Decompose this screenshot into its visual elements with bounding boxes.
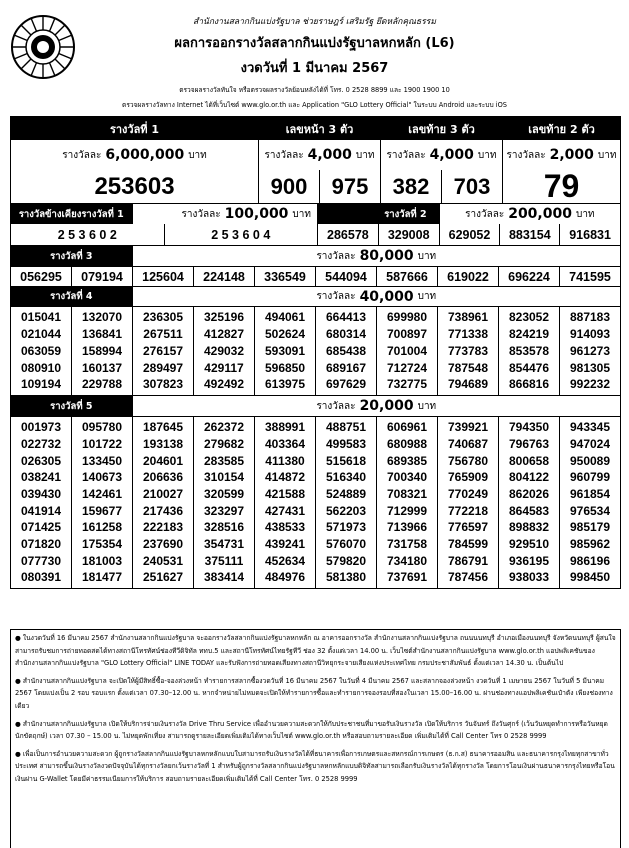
fourth-prize-number: 325196 bbox=[203, 310, 245, 325]
fourth-prize-number: 109194 bbox=[20, 377, 62, 392]
amount-prefix: รางวัลละ bbox=[264, 149, 304, 161]
fifth-prize-number: 488751 bbox=[325, 420, 367, 435]
fifth-prize-number: 411380 bbox=[265, 453, 305, 468]
fourth-prize-number: 854476 bbox=[508, 360, 550, 375]
amount-unit: บาท bbox=[597, 149, 617, 161]
fifth-prize-number: 739921 bbox=[447, 420, 489, 435]
amount-prefix: รางวัลละ bbox=[465, 208, 505, 220]
third-prize-amount bbox=[133, 246, 620, 266]
fifth-prize-number: 898832 bbox=[508, 520, 550, 535]
fifth-prize-number: 713966 bbox=[386, 520, 428, 535]
fifth-prize-number: 438533 bbox=[264, 520, 306, 535]
first-prize-label: รางวัลที่ 1 bbox=[11, 117, 259, 140]
fourth-prize-column bbox=[133, 307, 194, 395]
fifth-prize-number: 562203 bbox=[325, 503, 367, 518]
fourth-prize-number: 664413 bbox=[325, 310, 367, 325]
note-item bbox=[15, 675, 616, 713]
fifth-prize-number: 237690 bbox=[142, 536, 184, 551]
bullet-icon: ● bbox=[15, 749, 21, 758]
fourth-prize-number: 136841 bbox=[81, 326, 123, 341]
fifth-prize-number: 756780 bbox=[447, 453, 489, 468]
fifth-prize-number: 181003 bbox=[81, 553, 123, 568]
fifth-prize-number: 452634 bbox=[264, 553, 306, 568]
fifth-prize-number: 784599 bbox=[447, 536, 489, 551]
fifth-prize-number: 770249 bbox=[447, 486, 489, 501]
amount-prefix: รางวัลละ bbox=[62, 149, 102, 161]
fifth-prize-number: 323297 bbox=[203, 503, 245, 518]
amount-value: 2,000 bbox=[549, 147, 594, 163]
fifth-prize-number: 328516 bbox=[203, 520, 245, 535]
fifth-prize-number: 001973 bbox=[20, 420, 62, 435]
amount-value: 4,000 bbox=[307, 147, 352, 163]
fifth-prize-number: 080391 bbox=[20, 570, 62, 585]
fifth-prize-number: 581380 bbox=[325, 570, 367, 585]
fourth-prize-column bbox=[560, 307, 620, 395]
front3-number-1: 900 bbox=[259, 170, 320, 203]
fourth-prize-number: 307823 bbox=[142, 377, 184, 392]
fourth-prize-number: 697629 bbox=[325, 377, 367, 392]
amount-value: 40,000 bbox=[359, 288, 414, 305]
fifth-prize-number: 576070 bbox=[325, 536, 367, 551]
fourth-prize-number: 021044 bbox=[20, 326, 62, 341]
top-prize-amount-row bbox=[10, 140, 621, 170]
fifth-prize-number: 796763 bbox=[508, 436, 550, 451]
fifth-prize-number: 772218 bbox=[447, 503, 489, 518]
fourth-prize-number: 981305 bbox=[569, 360, 611, 375]
fifth-prize-number: 101722 bbox=[81, 436, 123, 451]
fourth-prize-number: 132070 bbox=[81, 310, 123, 325]
fourth-prize-number: 961273 bbox=[569, 343, 611, 358]
fifth-prize-number: 950089 bbox=[569, 453, 611, 468]
fifth-prize-number: 022732 bbox=[20, 436, 62, 451]
note-text: ในงวดวันที่ 16 มีนาคม 2567 สำนักงานสลากกินแบ่งรัฐบาล จะออกรางวัลสลากกินแบ่งรัฐบาลหกหลัก ณ อาคารออกรางวัล สำนักงานสลากกินแบ่งรัฐบาล ถนนนนทบุรี อำเภอเมืองนนทบุรี จังหวัดนนทบุรี ผู้สนใจสามารถรับชมการถ่ายทอดสดได้ทางสถานีโทรทัศน์ช่องทีวีดิจิทัล ททบ.5 และสถานีโทรทัศน์ไทยรัฐทีวี ช่อง 32 ตั้งแต่เวลา 14.00 น. เว็บไซต์สำนักงานสลากกินแบ่งรัฐบาล www.glo.or.th แอปพลิเคชันของสำนักงานสลากกินแบ่งรัฐบาล "GLO Lottery Official" LINE TODAY และรับฟังการถ่ายทอดเสียงทางสถานีวิทยุกระจายเสียงแห่งประเทศไทย กรมประชาสัมพันธ์ ตั้งแต่เวลา 14.30 น. เป็นต้นไป bbox=[15, 634, 616, 668]
fourth-prize-number: 887183 bbox=[569, 310, 611, 325]
fourth-prize-number: 267511 bbox=[143, 326, 183, 341]
fourth-prize-number: 015041 bbox=[20, 310, 62, 325]
fifth-prize-number: 985962 bbox=[569, 536, 611, 551]
back2-label: เลขท้าย 2 ตัว bbox=[503, 117, 620, 140]
fifth-prize-number: 095780 bbox=[81, 420, 123, 435]
fourth-prize-number: 787548 bbox=[447, 360, 489, 375]
fourth-prize-number: 685438 bbox=[325, 343, 367, 358]
fifth-prize-number: 375111 bbox=[204, 553, 244, 568]
fourth-prize-number: 914093 bbox=[569, 326, 611, 341]
fourth-prize-number: 794689 bbox=[447, 377, 489, 392]
fifth-prize-number: 222183 bbox=[142, 520, 184, 535]
fifth-prize-number: 734180 bbox=[386, 553, 428, 568]
amount-value: 4,000 bbox=[429, 147, 474, 163]
fourth-prize-number: 613975 bbox=[264, 377, 306, 392]
third-prize-number: 125604 bbox=[133, 267, 194, 286]
fifth-prize-number: 862026 bbox=[508, 486, 550, 501]
fifth-prize-number: 140673 bbox=[81, 470, 123, 485]
back2-number: 79 bbox=[543, 170, 580, 203]
fifth-prize-number: 217436 bbox=[142, 503, 184, 518]
fifth-prize-number: 210027 bbox=[142, 486, 184, 501]
fifth-prize-number: 499583 bbox=[325, 436, 367, 451]
fifth-prize-number: 976534 bbox=[569, 503, 611, 518]
amount-prefix: รางวัลละ bbox=[316, 250, 356, 262]
fourth-prize-number: 699980 bbox=[386, 310, 428, 325]
second-prize-amount bbox=[440, 204, 620, 224]
third-prize-label-row bbox=[10, 246, 621, 266]
amount-prefix: รางวัลละ bbox=[316, 400, 356, 412]
back3-label: เลขท้าย 3 ตัว bbox=[381, 117, 503, 140]
check-phone-line: ตรวจผลรางวัลทันใจ หรือตรวจผลรางวัลย้อนหลังได้ที่ โทร. 0 2528 8899 และ 1900 1900 10 bbox=[179, 86, 450, 94]
note-item bbox=[15, 632, 616, 670]
announcement-notes bbox=[10, 629, 621, 848]
fifth-prize-column bbox=[377, 417, 438, 588]
amount-prefix: รางวัลละ bbox=[181, 208, 221, 220]
fourth-prize-number: 276157 bbox=[142, 343, 184, 358]
fifth-prize-number: 133450 bbox=[81, 453, 123, 468]
amount-value: 200,000 bbox=[508, 206, 572, 222]
note-item bbox=[15, 748, 616, 786]
fourth-prize-column bbox=[72, 307, 133, 395]
fifth-prize-number: 026305 bbox=[20, 453, 62, 468]
amount-unit: บาท bbox=[417, 250, 437, 262]
fifth-prize-number: 804122 bbox=[508, 470, 550, 485]
note-text: สำนักงานสลากกินแบ่งรัฐบาล จะเปิดให้ผู้มีสิทธิ์ซื้อ-จองล่วงหน้า ทำรายการสลากซื้องวดวันที่ 16 มีนาคม 2567 ในวันที่ 4 มีนาคม 2567 และสลากจองล่วงหน้า งวดวันที่ 1 เมษายน 2567 ในวันที่ 5 มีนาคม 2567 โดยแบ่งเป็น 2 รอบ รอบแรก ตั้งแต่เวลา 07.30–12.00 น. หากจำหน่ายไม่หมดจะเปิดให้ทำรายการซื้อและทำรายการจองรอบที่สองในเวลา 15.00–16.00 น. ผ่านช่องทางแอปพลิเคชันเป๋าตัง เพียงช่องทางเดียว bbox=[15, 676, 613, 710]
fifth-prize-number: 283585 bbox=[203, 453, 245, 468]
fifth-prize-label-row bbox=[10, 396, 621, 416]
fifth-prize-column bbox=[133, 417, 194, 588]
second-prize-label: รางวัลที่ 2 bbox=[318, 204, 440, 224]
fifth-prize-number: 484976 bbox=[264, 570, 306, 585]
fifth-prize-number: 943345 bbox=[569, 420, 611, 435]
fifth-prize-column bbox=[194, 417, 255, 588]
fifth-prize-number: 712999 bbox=[386, 503, 428, 518]
draw-date: งวดวันที่ 1 มีนาคม 2567 bbox=[240, 61, 389, 76]
fifth-prize-number: 038241 bbox=[20, 470, 62, 485]
fourth-prize-number: 773783 bbox=[447, 343, 489, 358]
fifth-prize-number: 929510 bbox=[508, 536, 550, 551]
amount-unit: บาท bbox=[417, 291, 437, 302]
fifth-prize-number: 041914 bbox=[20, 503, 62, 518]
third-prize-number: 544094 bbox=[316, 267, 377, 286]
near-second-number-row bbox=[10, 224, 621, 246]
amount-value: 80,000 bbox=[359, 248, 414, 264]
fifth-prize-number: 787456 bbox=[447, 570, 489, 585]
fourth-prize-number: 593091 bbox=[264, 343, 306, 358]
fourth-prize-column bbox=[255, 307, 316, 395]
fourth-prize-grid bbox=[10, 306, 621, 396]
fourth-prize-label: รางวัลที่ 4 bbox=[11, 287, 133, 306]
near-first-amount bbox=[133, 204, 318, 224]
document-header bbox=[0, 0, 629, 116]
amount-unit: บาท bbox=[292, 208, 311, 220]
fifth-prize-label: รางวัลที่ 5 bbox=[11, 396, 133, 416]
fourth-prize-number: 229788 bbox=[81, 377, 123, 392]
fifth-prize-number: 175354 bbox=[81, 536, 123, 551]
fourth-prize-number: 712724 bbox=[386, 360, 428, 375]
fourth-prize-amount bbox=[133, 287, 620, 306]
fifth-prize-number: 938033 bbox=[508, 570, 550, 585]
fourth-prize-number: 866816 bbox=[508, 377, 550, 392]
amount-value: 20,000 bbox=[359, 398, 414, 414]
second-prize-number: 916831 bbox=[569, 227, 611, 242]
fourth-prize-number: 412827 bbox=[203, 326, 245, 341]
third-prize-number: 587666 bbox=[377, 267, 438, 286]
first-prize-amount bbox=[11, 140, 259, 170]
fourth-prize-number: 429032 bbox=[203, 343, 245, 358]
back3-number-1: 382 bbox=[381, 170, 442, 203]
amount-unit: บาท bbox=[477, 149, 497, 161]
fourth-prize-number: 289497 bbox=[142, 360, 184, 375]
fifth-prize-number: 142461 bbox=[81, 486, 123, 501]
fifth-prize-number: 794350 bbox=[508, 420, 550, 435]
fifth-prize-number: 421588 bbox=[264, 486, 306, 501]
fifth-prize-number: 439241 bbox=[264, 536, 306, 551]
third-prize-number: 741595 bbox=[569, 269, 611, 284]
fourth-prize-column bbox=[499, 307, 560, 395]
third-prize-number: 336549 bbox=[255, 267, 316, 286]
fifth-prize-number: 354731 bbox=[203, 536, 245, 551]
fourth-prize-number: 823052 bbox=[508, 310, 550, 325]
fifth-prize-number: 262372 bbox=[203, 420, 245, 435]
fourth-prize-number: 771338 bbox=[447, 326, 489, 341]
bullet-icon: ● bbox=[15, 634, 21, 642]
fourth-prize-number: 429117 bbox=[204, 360, 244, 375]
fifth-prize-number: 206636 bbox=[142, 470, 184, 485]
amount-unit: บาท bbox=[188, 149, 207, 161]
third-prize-label: รางวัลที่ 3 bbox=[11, 246, 133, 266]
fourth-prize-number: 732775 bbox=[386, 377, 428, 392]
fourth-prize-number: 596850 bbox=[264, 360, 306, 375]
first-prize-number: 253603 bbox=[11, 170, 259, 203]
fifth-prize-number: 740687 bbox=[447, 436, 489, 451]
third-prize-number: 056295 bbox=[11, 267, 72, 286]
top-prize-number-row bbox=[10, 170, 621, 204]
fifth-prize-number: 786791 bbox=[447, 553, 489, 568]
amount-unit: บาท bbox=[575, 208, 595, 220]
fourth-prize-number: 689167 bbox=[325, 360, 367, 375]
fifth-prize-number: 515618 bbox=[325, 453, 367, 468]
top-prize-header-row bbox=[10, 116, 621, 140]
near-second-label-row bbox=[10, 204, 621, 224]
note-text: สำนักงานสลากกินแบ่งรัฐบาล เปิดให้บริการจ่ายเงินรางวัล Drive Thru Service เพื่ออำนวยความสะดวกให้กับประชาชนที่มาขอรับเงินรางวัล เปิดให้บริการ วันจันทร์ ถึงวันศุกร์ (เว้นวันหยุดทำการหรือวันหยุดนักขัตฤกษ์) เวลา 07.30 – 15.00 น. ไม่หยุดพักเที่ยง สามารถดูรายละเอียดเพิ่มเติมได้ทางเว็บไซต์ www.glo.or.th หรือสอบถามรายละเอียด เพิ่มเติมได้ที่ Call Center โทร 0 2528 9999 bbox=[15, 719, 608, 741]
fifth-prize-number: 700340 bbox=[386, 470, 428, 485]
second-prize-number: 629052 bbox=[440, 224, 501, 245]
fifth-prize-number: 571973 bbox=[325, 520, 367, 535]
fifth-prize-number: 961854 bbox=[569, 486, 611, 501]
fourth-prize-number: 853578 bbox=[508, 343, 550, 358]
third-prize-number: 079194 bbox=[72, 267, 133, 286]
fifth-prize-column bbox=[560, 417, 620, 588]
fifth-prize-number: 986196 bbox=[569, 553, 611, 568]
note-text: เพื่อเป็นการอำนวยความสะดวก ผู้ถูกรางวัลสลากกินแบ่งรัฐบาลหกหลักแบบใบสามารถรับเงินรางวัลได้ที่ธนาคารเพื่อการเกษตรและสหกรณ์การเกษตร (ธ.ก.ส) ธนาคารออมสิน และธนาคารกรุงไทยทุกสาขาทั่วประเทศ สามารถขึ้นเงินรางวัลงวดปัจจุบันได้ทุกรางวัลยกเว้นรางวัลที่ 1 สำหรับผู้ถูกรางวัลสลากกินแบ่งรัฐบาลหกหลักแบบดิจิทัลสามารถเลือกรับเงินรางวัลได้ทุกรางวัล โดยการโอนเงินผ่านธนาคารกรุงไทยหรือโอนเงินผ่าน G-Wallet โดยมีค่าธรรมเนียมการให้บริการ สอบถามรายละเอียดเพิ่มเติมได้ที่ Call Center โทร. 0 2528 9999 bbox=[15, 749, 615, 783]
fifth-prize-grid bbox=[10, 416, 621, 589]
fifth-prize-number: 310154 bbox=[203, 470, 245, 485]
fifth-prize-number: 606961 bbox=[386, 420, 428, 435]
fourth-prize-number: 236305 bbox=[142, 310, 184, 325]
third-prize-number: 619022 bbox=[438, 267, 499, 286]
fifth-prize-number: 204601 bbox=[142, 453, 184, 468]
fifth-prize-number: 071425 bbox=[20, 520, 62, 535]
agency-name: สำนักงานสลากกินแบ่งรัฐบาล ช่วยราษฎร์ เสริมรัฐ ยึดหลักคุณธรรม bbox=[193, 17, 436, 27]
front3-label: เลขหน้า 3 ตัว bbox=[259, 117, 381, 140]
fourth-prize-number: 494061 bbox=[264, 310, 306, 325]
fourth-prize-column bbox=[316, 307, 377, 395]
check-internet-line: ตรวจผลรางวัลทาง Internet ได้ที่เว็บไซต์ www.glo.or.th และ Application "GLO Lottery Official" ในระบบ Android และระบบ iOS bbox=[122, 101, 507, 109]
second-prize-number: 883154 bbox=[500, 224, 560, 245]
fifth-prize-number: 680988 bbox=[386, 436, 428, 451]
amount-prefix: รางวัลละ bbox=[316, 291, 356, 302]
back2-amount bbox=[503, 140, 620, 170]
amount-unit: บาท bbox=[417, 400, 437, 412]
third-prize-number-row bbox=[10, 266, 621, 287]
fifth-prize-number: 279682 bbox=[203, 436, 245, 451]
fifth-prize-number: 039430 bbox=[20, 486, 62, 501]
fifth-prize-number: 524889 bbox=[325, 486, 367, 501]
note-item bbox=[15, 718, 616, 743]
front3-amount bbox=[259, 140, 381, 170]
fourth-prize-number: 063059 bbox=[20, 343, 62, 358]
fourth-prize-label-row bbox=[10, 287, 621, 306]
fourth-prize-number: 700897 bbox=[386, 326, 428, 341]
near-first-label: รางวัลข้างเคียงรางวัลที่ 1 bbox=[11, 204, 133, 224]
fifth-prize-amount bbox=[133, 396, 620, 416]
fifth-prize-column bbox=[499, 417, 560, 588]
fourth-prize-column bbox=[194, 307, 255, 395]
fifth-prize-number: 077730 bbox=[20, 553, 62, 568]
third-prize-number: 224148 bbox=[194, 267, 255, 286]
fifth-prize-number: 960799 bbox=[569, 470, 611, 485]
fifth-prize-column bbox=[255, 417, 316, 588]
fifth-prize-number: 731758 bbox=[386, 536, 428, 551]
fifth-prize-number: 071820 bbox=[20, 536, 62, 551]
amount-prefix: รางวัลละ bbox=[506, 149, 546, 161]
fourth-prize-number: 158994 bbox=[81, 343, 123, 358]
fifth-prize-number: 579820 bbox=[325, 553, 367, 568]
fifth-prize-number: 689385 bbox=[386, 453, 428, 468]
back3-number-2: 703 bbox=[442, 170, 503, 203]
fifth-prize-number: 737691 bbox=[386, 570, 428, 585]
fifth-prize-number: 161258 bbox=[81, 520, 123, 535]
fifth-prize-number: 776597 bbox=[447, 520, 489, 535]
fourth-prize-number: 680314 bbox=[325, 326, 367, 341]
fifth-prize-number: 388991 bbox=[264, 420, 306, 435]
fifth-prize-number: 383414 bbox=[203, 570, 245, 585]
fifth-prize-number: 985179 bbox=[569, 520, 611, 535]
fourth-prize-column bbox=[11, 307, 72, 395]
fifth-prize-number: 864583 bbox=[508, 503, 550, 518]
fifth-prize-column bbox=[72, 417, 133, 588]
fifth-prize-number: 516340 bbox=[325, 470, 367, 485]
fifth-prize-number: 427431 bbox=[264, 503, 306, 518]
fourth-prize-number: 738961 bbox=[447, 310, 489, 325]
fifth-prize-number: 251627 bbox=[142, 570, 184, 585]
fourth-prize-number: 701004 bbox=[386, 343, 428, 358]
fifth-prize-column bbox=[438, 417, 499, 588]
fourth-prize-number: 492492 bbox=[203, 377, 245, 392]
fourth-prize-column bbox=[438, 307, 499, 395]
amount-value: 6,000,000 bbox=[105, 147, 185, 163]
prize-table bbox=[10, 116, 621, 589]
fourth-prize-number: 824219 bbox=[508, 326, 550, 341]
fifth-prize-number: 320599 bbox=[203, 486, 245, 501]
second-prize-number: 286578 bbox=[318, 224, 379, 245]
back3-amount bbox=[381, 140, 503, 170]
amount-unit: บาท bbox=[355, 149, 375, 161]
fifth-prize-number: 193138 bbox=[142, 436, 184, 451]
near-first-number-1: 2 5 3 6 0 2 bbox=[11, 224, 165, 245]
third-prize-number: 696224 bbox=[499, 267, 560, 286]
bullet-icon: ● bbox=[15, 719, 21, 728]
fifth-prize-number: 947024 bbox=[569, 436, 611, 451]
fourth-prize-number: 160137 bbox=[81, 360, 123, 375]
fifth-prize-number: 187645 bbox=[142, 420, 184, 435]
fifth-prize-number: 765909 bbox=[447, 470, 489, 485]
fifth-prize-number: 181477 bbox=[81, 570, 123, 585]
fifth-prize-number: 998450 bbox=[569, 570, 611, 585]
fourth-prize-column bbox=[377, 307, 438, 395]
fourth-prize-number: 080910 bbox=[20, 360, 62, 375]
fifth-prize-number: 708321 bbox=[386, 486, 428, 501]
fifth-prize-number: 414872 bbox=[264, 470, 306, 485]
fourth-prize-number: 502624 bbox=[264, 326, 306, 341]
fifth-prize-number: 240531 bbox=[142, 553, 184, 568]
amount-prefix: รางวัลละ bbox=[386, 149, 426, 161]
fifth-prize-column bbox=[11, 417, 72, 588]
fifth-prize-number: 403364 bbox=[264, 436, 306, 451]
fourth-prize-number: 992232 bbox=[569, 377, 611, 392]
front3-number-2: 975 bbox=[320, 170, 381, 203]
near-first-number-2: 2 5 3 6 0 4 bbox=[165, 224, 319, 245]
bullet-icon: ● bbox=[15, 676, 21, 685]
fifth-prize-number: 159677 bbox=[81, 503, 123, 518]
second-prize-number: 329008 bbox=[379, 224, 440, 245]
fifth-prize-column bbox=[316, 417, 377, 588]
page-title: ผลการออกรางวัลสลากกินแบ่งรัฐบาลหกหลัก (L6) bbox=[174, 36, 455, 51]
fifth-prize-number: 936195 bbox=[508, 553, 550, 568]
amount-value: 100,000 bbox=[224, 206, 289, 222]
fifth-prize-number: 800658 bbox=[508, 453, 550, 468]
